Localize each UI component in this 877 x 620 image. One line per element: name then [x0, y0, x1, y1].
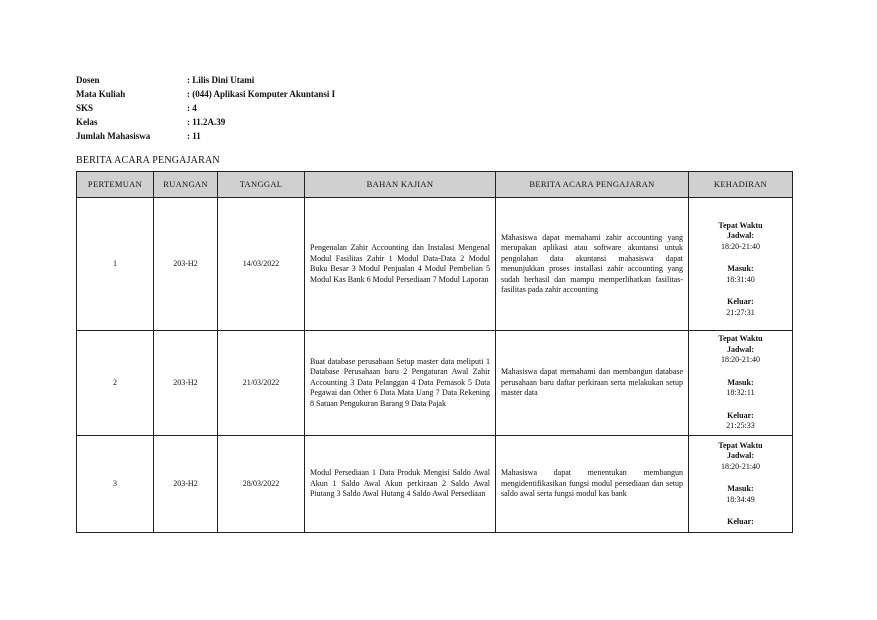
table-row [77, 436, 793, 533]
info-value: : 4 [187, 103, 197, 113]
info-row-kelas [76, 115, 335, 129]
column-header-bahan-kajian: BAHAN KAJIAN [305, 172, 496, 198]
masuk-value: 18:32:11 [726, 388, 755, 398]
cell-bahan-kajian: Modul Persediaan 1 Data Produk Mengisi Saldo Awal Akun 1 Saldo Awal Akun perkiraan 2 Saldo Awal Piutang 3 Saldo Awal Hutang 4 Saldo Awal Persediaan [305, 436, 496, 533]
info-value: : 11 [187, 131, 201, 141]
cell-berita-acara: Mahasiswa dapat menentukan membangun mengidentifikasikan fungsi modul persediaan dan setup saldo awal serta fungsi modul kas bank [496, 436, 689, 533]
masuk-value: 18:31:40 [726, 274, 755, 284]
column-header-tanggal: TANGGAL [218, 172, 305, 198]
cell-kehadiran [689, 436, 793, 533]
cell-pertemuan: 3 [77, 436, 154, 533]
info-value: : Lilis Dini Utami [187, 75, 255, 85]
cell-tanggal: 28/03/2022 [218, 436, 305, 533]
cell-ruangan: 203-H2 [154, 436, 218, 533]
keluar-label: Keluar: [727, 517, 754, 526]
info-row-mata-kuliah [76, 87, 335, 101]
jadwal-label: Jadwal: [726, 344, 755, 354]
column-header-pertemuan: PERTEMUAN [77, 172, 154, 198]
info-row-sks [76, 101, 335, 115]
info-value: : (044) Aplikasi Komputer Akuntansi I [187, 89, 336, 99]
cell-ruangan: 203-H2 [154, 331, 218, 436]
cell-berita-acara: Mahasiswa dapat memahami dan membangun database perusahaan baru daftar perkiraan serta melakukan setup master data [496, 331, 689, 436]
info-label: Jumlah Mahasiswa [76, 131, 151, 141]
cell-pertemuan: 1 [77, 198, 154, 331]
masuk-label: Masuk: [727, 484, 754, 493]
info-label: SKS [76, 103, 94, 113]
cell-kehadiran [689, 198, 793, 331]
cell-ruangan: 203-H2 [154, 198, 218, 331]
info-label: Kelas [76, 117, 98, 127]
jadwal-value: 18:20-21:40 [720, 355, 761, 365]
jadwal-label: Jadwal: [726, 231, 755, 241]
cell-bahan-kajian: Buat database perusahaan Setup master data meliputi 1 Database Perusahaan baru 2 Pengaturan Awal Zahir Accounting 3 Data Pelanggan 4 Data Pemasok 5 Data Pegawai dan Other 6 Data Mata Uang 7 Data Rekening 8 Satuan Pengukuran Barang 9 Data Pajak [305, 331, 496, 436]
column-header-berita-acara: BERITA ACARA PENGAJARAN [496, 172, 689, 198]
jadwal-value: 18:20-21:40 [720, 461, 761, 471]
masuk-label: Masuk: [727, 377, 754, 387]
cell-bahan-kajian: Pengenalan Zahir Accounting dan Instalasi Mengenal Modul Fasilitas Zahir 1 Modul Data-Data 2 Modul Buku Besar 3 Modul Penjualan 4 Modul Pembelian 5 Modul Kas Bank 6 Modul Persediaan 7 Modul Laporan [305, 198, 496, 331]
cell-kehadiran [689, 331, 793, 436]
info-label: Dosen [76, 75, 100, 85]
keluar-label: Keluar: [727, 410, 754, 420]
info-label: Mata Kuliah [76, 89, 126, 99]
keluar-value: 21:27:31 [726, 307, 755, 317]
cell-berita-acara: Mahasiswa dapat memahami zahir accounting yang merupakan aplikasi atau software akuntansi untuk pengolahan data akuntansi mahasiswa dapat menunjukkan proses installasi zahir accounting yang sudah berhasil dan mampu memperlihatkan fasilitas-fasilitas pada zahir accounting [496, 198, 689, 331]
teaching-report-table [76, 171, 793, 533]
column-header-ruangan: RUANGAN [154, 172, 218, 198]
cell-pertemuan: 2 [77, 331, 154, 436]
cell-tanggal: 14/03/2022 [218, 198, 305, 331]
table-header-row [77, 172, 793, 198]
section-heading: BERITA ACARA PENGAJARAN [76, 155, 220, 166]
tepat-waktu-label: Tepat Waktu [718, 220, 763, 230]
info-row-jumlah-mahasiswa [76, 129, 335, 143]
table-row [77, 198, 793, 331]
masuk-label: Masuk: [727, 264, 754, 274]
info-value: : 11.2A.39 [187, 117, 226, 127]
column-header-kehadiran: KEHADIRAN [689, 172, 793, 198]
jadwal-label: Jadwal: [726, 451, 755, 460]
masuk-value: 18:34:49 [726, 494, 755, 504]
info-row-dosen [76, 73, 335, 87]
keluar-value: 21:25:33 [726, 421, 755, 431]
keluar-label: Keluar: [727, 297, 754, 307]
table-row [77, 331, 793, 436]
jadwal-value: 18:20-21:40 [720, 241, 761, 251]
tepat-waktu-label: Tepat Waktu [718, 334, 763, 344]
tepat-waktu-label: Tepat Waktu [718, 440, 763, 450]
cell-tanggal: 21/03/2022 [218, 331, 305, 436]
course-info [76, 73, 335, 143]
